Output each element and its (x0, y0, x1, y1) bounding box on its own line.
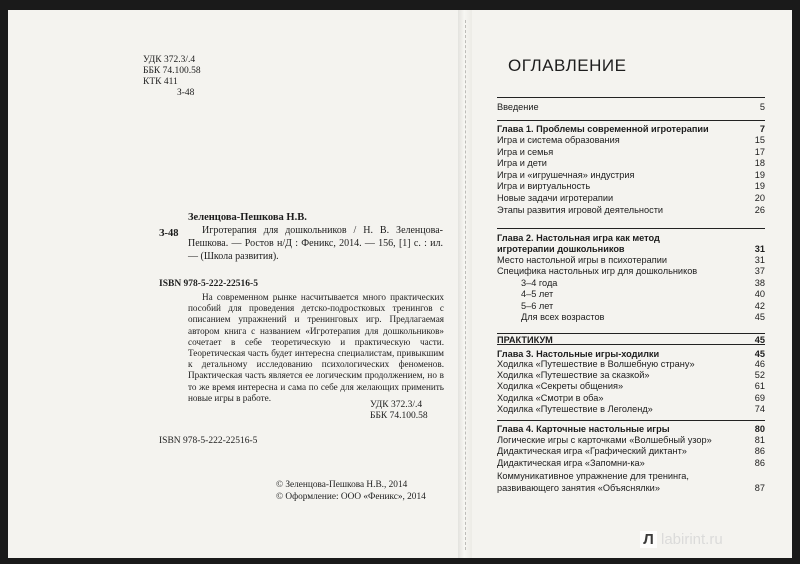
toc-entry (497, 471, 765, 482)
watermark-logo: Л (640, 531, 657, 548)
toc-entry-title: Новые задачи игротерапии (497, 193, 614, 203)
toc-entry (521, 278, 765, 289)
toc-entry (497, 147, 765, 158)
toc-entry (497, 435, 765, 446)
toc-entry-page: 86 (754, 458, 765, 468)
toc-entry-page: 5 (759, 102, 765, 112)
toc-entry-title: 4–5 лет (521, 289, 554, 299)
toc-entry (497, 170, 765, 181)
toc-entry (497, 424, 765, 435)
toc-entry-page: 15 (754, 135, 765, 145)
toc-entry-title: Глава 2. Настольная игра как метод (497, 233, 660, 243)
watermark-text: labirint.ru (661, 531, 723, 548)
toc-entry-page: 37 (754, 266, 765, 276)
toc-entry-title: Логические игры с карточками «Волшебный узор» (497, 435, 712, 445)
toc-entry-title: развивающего занятия «Объяснялки» (497, 483, 660, 493)
author-name: Зеленцова-Пешкова Н.В. (188, 212, 307, 223)
toc-entry-page: 7 (759, 124, 765, 134)
udk-code: УДК 372.3/.4 (143, 55, 196, 65)
toc-entry (497, 158, 765, 169)
toc-entry-title: Глава 3. Настольные игры-ходилки (497, 349, 660, 359)
toc-title: ОГЛАВЛЕНИЕ (508, 56, 627, 75)
toc-entry-page: 40 (754, 289, 765, 299)
toc-entry-page: 87 (754, 483, 765, 493)
toc-entry (497, 266, 765, 277)
toc-rule (497, 333, 765, 334)
classification-codes (143, 55, 201, 99)
toc-entry-page: 19 (754, 181, 765, 191)
toc-rule (497, 120, 765, 121)
toc-entry (497, 233, 765, 244)
toc-entry (497, 393, 765, 404)
toc-entry-page: 45 (754, 335, 765, 345)
toc-entry-title: Глава 1. Проблемы современной игротерапии (497, 124, 709, 134)
toc-entry-page: 74 (754, 404, 765, 414)
watermark (640, 531, 723, 548)
bibliographic-record (188, 224, 443, 263)
toc-entry (497, 244, 765, 255)
toc-entry (497, 458, 765, 469)
toc-entry-page: 61 (754, 381, 765, 391)
toc-rule (497, 420, 765, 421)
bibliographic-text: Игротерапия для дошкольников / Н. В. Зеленцова-Пешкова. — Ростов н/Д : Феникс, 2014. — 156, [1] с. : ил. — (Школа развития). (188, 225, 443, 262)
toc-entry (497, 124, 765, 135)
toc-entry (497, 135, 765, 146)
toc-entry-title: Ходилка «Путешествие в Волшебную страну» (497, 359, 695, 369)
ktk-code: КТК 411 (143, 77, 178, 87)
toc-entry (497, 193, 765, 204)
toc-entry-page: 17 (754, 147, 765, 157)
toc-entry (497, 181, 765, 192)
toc-entry-title: Ходилка «Путешествие в Леголенд» (497, 404, 653, 414)
copyright-publisher: © Оформление: ООО «Феникс», 2014 (276, 491, 426, 502)
toc-rule (497, 97, 765, 98)
shelf-codes (370, 400, 428, 422)
isbn-top: ISBN 978-5-222-22516-5 (159, 279, 258, 289)
toc-entry-title: игротерапии дошкольников (497, 244, 625, 254)
toc-entry-page: 80 (754, 424, 765, 434)
toc-entry-title: Дидактическая игра «Запомни-ка» (497, 458, 645, 468)
toc-entry-title: Игра и семья (497, 147, 554, 157)
toc-rule (497, 228, 765, 229)
toc-entry (497, 483, 765, 494)
shelf-udk: УДК 372.3/.4 (370, 400, 423, 410)
toc-entry-title: Введение (497, 102, 539, 112)
annotation-text: На современном рынке насчитывается много практических пособий для проведения детско-подростковых тренингов с описанием упражнений и тренинговых игр. Предлагаемая автором книга с названием «Игротерапия для дошкольников» сочетает в себе теоретическую и практическую части. Теоретическая часть будет интересна специалистам, привыкшим к детальному исследованию психологических феноменов. Практическая часть является ее логическим продолжением, но в то же время интересна и сама по себе для желающих применить новые игры в работе. (188, 292, 444, 403)
toc-entry (521, 289, 765, 300)
toc-entry-title: ПРАКТИКУМ (497, 335, 553, 345)
toc-entry-title: Для всех возрастов (521, 312, 605, 322)
toc-entry (497, 370, 765, 381)
toc-entry-page: 42 (754, 301, 765, 311)
toc-entry-page: 45 (754, 349, 765, 359)
library-code: З-48 (159, 228, 179, 239)
toc-entry-page: 31 (754, 244, 765, 254)
toc-entry (521, 312, 765, 323)
author-mark: З-48 (177, 88, 195, 98)
toc-entry-title: Коммуникативное упражнение для тренинга, (497, 471, 689, 481)
page-fold-line (465, 20, 466, 550)
toc-entry-page: 86 (754, 446, 765, 456)
toc-entry (497, 446, 765, 457)
toc-entry-title: Игра и дети (497, 158, 547, 168)
toc-entry-title: Специфика настольных игр для дошкольников (497, 266, 698, 276)
annotation (188, 292, 444, 404)
toc-entry (521, 301, 765, 312)
toc-entry-title: Ходилка «Смотри в оба» (497, 393, 604, 403)
toc-entry-page: 31 (754, 255, 765, 265)
toc-entry-page: 26 (754, 205, 765, 215)
toc-entry-page: 46 (754, 359, 765, 369)
toc-entry-title: Глава 4. Карточные настольные игры (497, 424, 670, 434)
toc-entry (497, 205, 765, 216)
toc-entry-title: Дидактическая игра «Графический диктант» (497, 446, 687, 456)
copyright-author: © Зеленцова-Пешкова Н.В., 2014 (276, 480, 408, 490)
toc-entry-title: Место настольной игры в психотерапии (497, 255, 667, 265)
toc-entry-page: 19 (754, 170, 765, 180)
toc-entry-title: Ходилка «Секреты общения» (497, 381, 624, 391)
toc-entry-title: Игра и система образования (497, 135, 620, 145)
toc-entry-title: Игра и «игрушечная» индустрия (497, 170, 635, 180)
bbk-code: ББК 74.100.58 (143, 66, 201, 76)
toc-entry-page: 81 (754, 435, 765, 445)
isbn-bottom: ISBN 978-5-222-22516-5 (159, 436, 258, 446)
toc-entry (497, 381, 765, 392)
toc-entry (497, 102, 765, 113)
copyright-block (276, 480, 426, 503)
toc-entry-page: 52 (754, 370, 765, 380)
toc-entry-page: 38 (754, 278, 765, 288)
toc-entry-page: 20 (754, 193, 765, 203)
toc-entry-title: 3–4 года (521, 278, 558, 288)
toc-entry (497, 404, 765, 415)
toc-entry (497, 359, 765, 370)
toc-entry-title: Ходилка «Путешествие за сказкой» (497, 370, 650, 380)
shelf-bbk: ББК 74.100.58 (370, 411, 428, 421)
toc-entry-page: 45 (754, 312, 765, 322)
toc-entry-page: 18 (754, 158, 765, 168)
toc-entry-title: 5–6 лет (521, 301, 554, 311)
toc-entry (497, 335, 765, 346)
toc-entry-title: Этапы развития игровой деятельности (497, 205, 664, 215)
toc-entry-page: 69 (754, 393, 765, 403)
toc-entry-title: Игра и виртуальность (497, 181, 591, 191)
toc-entry (497, 255, 765, 266)
